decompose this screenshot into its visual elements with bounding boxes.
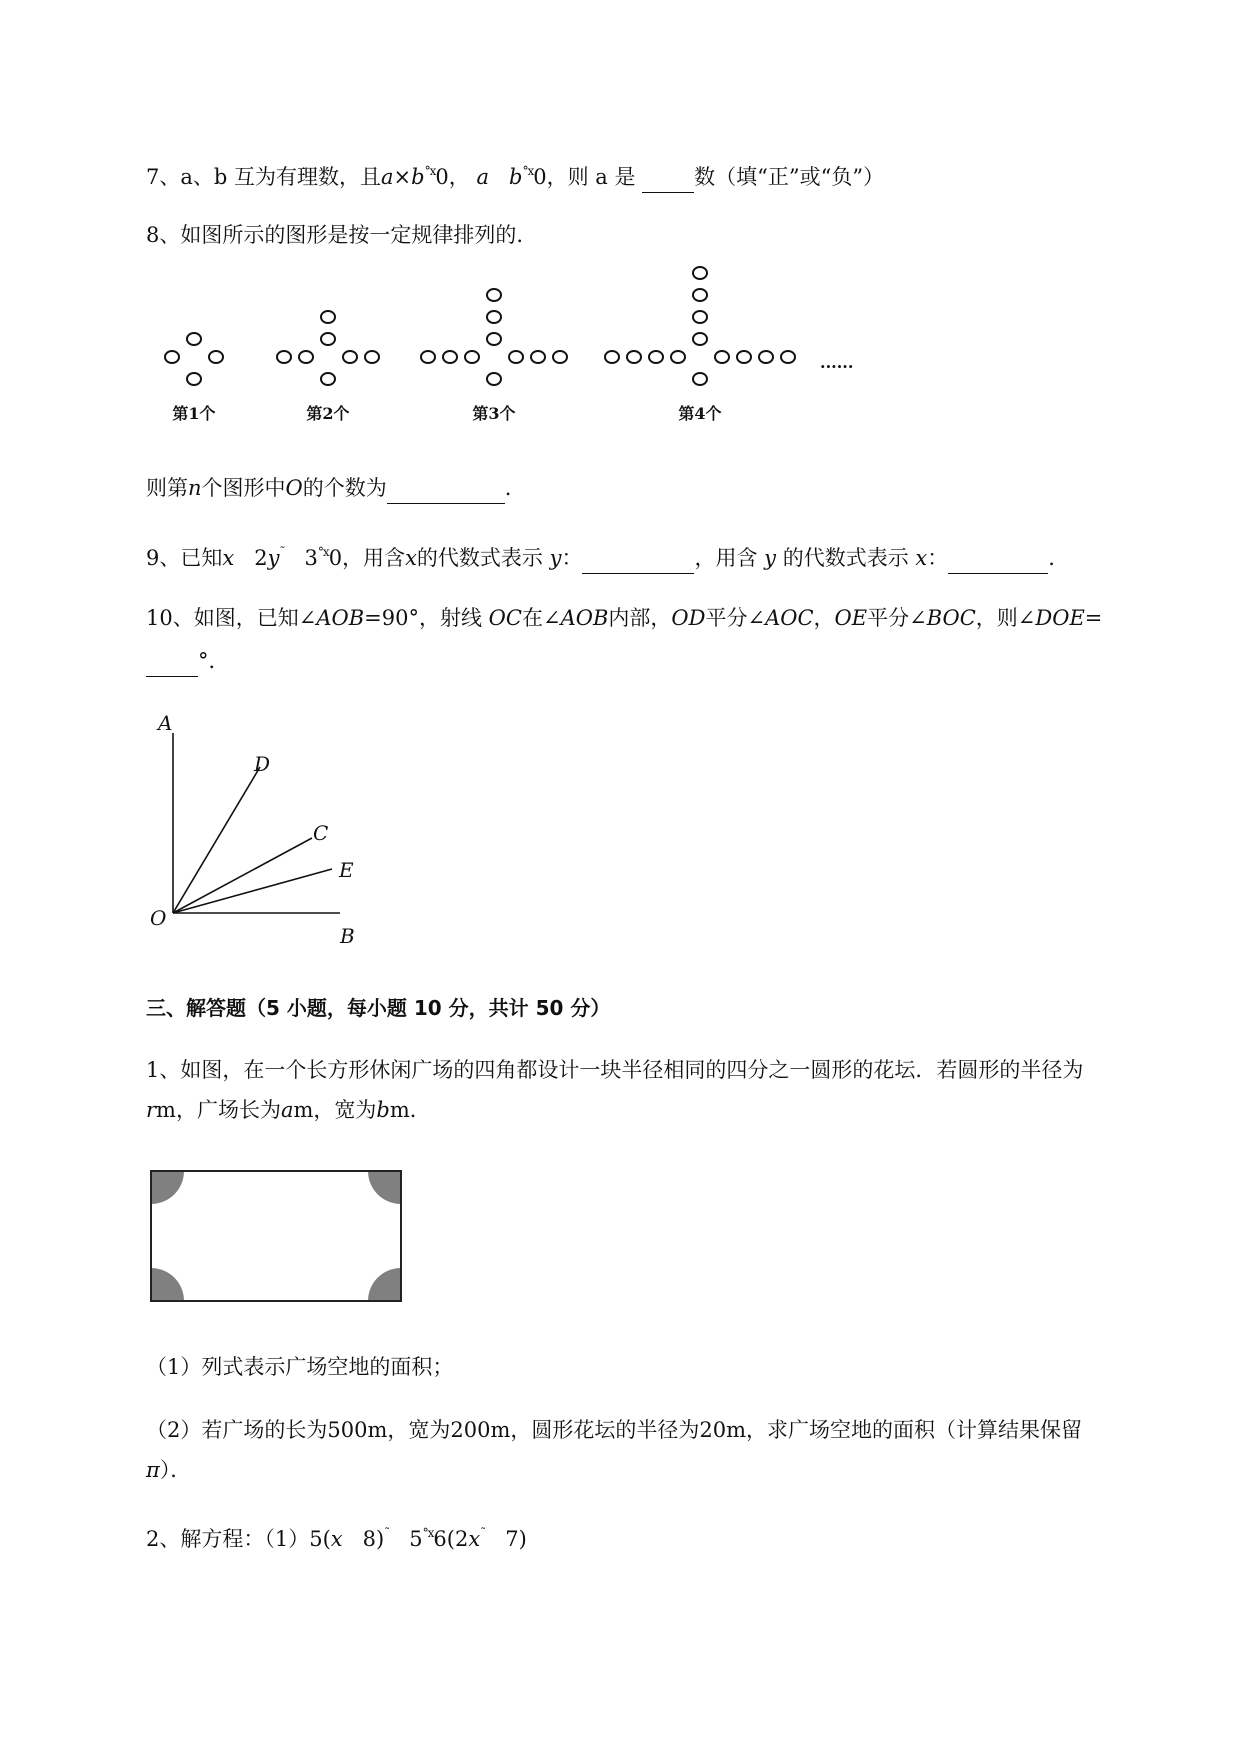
pattern-circle bbox=[509, 351, 523, 363]
pattern-circle bbox=[343, 351, 357, 363]
q10-in: 在∠ bbox=[521, 606, 561, 630]
problem-1 bbox=[146, 1055, 1083, 1085]
p1-m3: m． bbox=[389, 1098, 431, 1122]
q10-angle-diagram bbox=[140, 711, 400, 955]
q7-var-a2: a bbox=[476, 165, 489, 189]
point-c-label: C bbox=[313, 821, 329, 845]
question-9 bbox=[146, 537, 1055, 574]
pattern-label: 第4个 bbox=[678, 404, 722, 423]
pattern-circle bbox=[321, 333, 335, 345]
q7-suffix: ，则 a 是 bbox=[546, 165, 636, 189]
pattern-circle bbox=[737, 351, 751, 363]
q10-eq90: =90°，射线 bbox=[364, 606, 482, 630]
p2-tilde-2: ˜ bbox=[480, 1526, 486, 1540]
p2-expr-3: 5 bbox=[409, 1527, 423, 1551]
pattern-circle bbox=[693, 333, 707, 345]
pattern-circle bbox=[487, 373, 501, 385]
q7-comma: ， bbox=[448, 165, 470, 189]
pattern-circle bbox=[321, 311, 335, 323]
q10-inside: 内部， bbox=[608, 606, 672, 630]
q7-garbled-glyph: °x bbox=[424, 164, 436, 178]
problem-1-sub-2 bbox=[146, 1415, 1082, 1445]
q7-zero: 0 bbox=[435, 165, 449, 189]
q9-text-3: ，用含 bbox=[694, 546, 758, 570]
q10-sep: ， bbox=[813, 606, 835, 630]
p1-m1: m，广场长为 bbox=[156, 1098, 281, 1122]
q10-aoc: AOC bbox=[765, 606, 814, 630]
p2-prefix: 2、解方程：（1） bbox=[146, 1527, 310, 1551]
point-o-label: O bbox=[150, 906, 167, 930]
p2-var-x: x bbox=[330, 1527, 343, 1551]
point-b-label: B bbox=[340, 924, 355, 948]
q9-answer-blank-1 bbox=[582, 543, 694, 574]
pattern-circle bbox=[693, 373, 707, 385]
pattern-circle bbox=[671, 351, 685, 363]
problem-1-line-2 bbox=[146, 1095, 431, 1125]
q9-prefix: 9、已知 bbox=[146, 546, 223, 570]
pattern-label: 第3个 bbox=[472, 404, 516, 423]
pattern-circle bbox=[443, 351, 457, 363]
p1-pi: π bbox=[146, 1458, 160, 1482]
q9-zero: 0 bbox=[328, 546, 343, 570]
pattern-circle bbox=[465, 351, 479, 363]
q10-eq: = bbox=[1084, 606, 1103, 630]
p1-var-a: a bbox=[280, 1098, 294, 1122]
problem-1-sub-1 bbox=[146, 1352, 453, 1382]
question-7 bbox=[146, 156, 884, 193]
pattern-circle bbox=[487, 311, 501, 323]
q7-zero-2: 0 bbox=[533, 165, 547, 189]
pattern-circle bbox=[187, 333, 201, 345]
q7-var-b: b bbox=[411, 165, 425, 189]
q10-od: OD bbox=[671, 606, 706, 630]
pattern-label: 第2个 bbox=[306, 404, 350, 423]
pattern-circle bbox=[487, 333, 501, 345]
ray-oe bbox=[173, 869, 332, 913]
q10-doe: DOE bbox=[1035, 606, 1085, 630]
p2-expr-2: 8) bbox=[362, 1527, 385, 1551]
q8-answer-suffix: 的个数为 bbox=[302, 476, 387, 500]
question-8-answer bbox=[146, 473, 511, 504]
pattern-circle bbox=[759, 351, 773, 363]
q8-var-o: O bbox=[285, 476, 303, 500]
problem-1-sub-2-line-2 bbox=[146, 1455, 191, 1485]
plaza-border bbox=[151, 1171, 401, 1301]
pattern-circle bbox=[553, 351, 567, 363]
pattern-circle bbox=[715, 351, 729, 363]
q9-var-y: y bbox=[267, 546, 280, 570]
q9-answer-blank-2 bbox=[948, 543, 1048, 574]
pattern-circle bbox=[277, 351, 291, 363]
p1-var-b: b bbox=[376, 1098, 390, 1122]
ray-od bbox=[173, 767, 260, 913]
q9-var-x: x bbox=[222, 546, 235, 570]
q7-text: 7、a、b 互为有理数，且 bbox=[146, 165, 381, 189]
q7-answer-blank bbox=[642, 162, 694, 193]
p2-expr-4: 6(2 bbox=[433, 1527, 469, 1551]
q9-var-x-3: x bbox=[915, 546, 928, 570]
rectangle-plaza-figure bbox=[148, 1168, 408, 1308]
pattern-circle bbox=[209, 351, 223, 363]
q9-colon: ： bbox=[561, 546, 583, 570]
q10-oc: OC bbox=[488, 606, 522, 630]
pattern-circle bbox=[165, 351, 179, 363]
q9-var-x-2: x bbox=[405, 546, 417, 570]
p1-text: 1、如图，在一个长方形休闲广场的四角都设计一块半径相同的四分之一圆形的花坛．若圆形的半径为 bbox=[146, 1058, 1084, 1082]
q10-then: ，则∠ bbox=[975, 606, 1036, 630]
pattern-circle bbox=[321, 373, 335, 385]
q9-var-y-2: y bbox=[549, 546, 562, 570]
pattern-circle bbox=[781, 351, 795, 363]
pattern-circle bbox=[693, 289, 707, 301]
section-3-title-text: 三、解答题（5 小题，每小题 10 分，共计 50 分） bbox=[146, 996, 611, 1020]
q9-text-2: 的代数式表示 bbox=[416, 546, 543, 570]
p2-expr-5: 7) bbox=[505, 1527, 527, 1551]
pattern-circle bbox=[531, 351, 545, 363]
q9-garbled-glyph: °x bbox=[317, 545, 329, 559]
question-10 bbox=[146, 603, 1102, 633]
q8-text: 8、如图所示的图形是按一定规律排列的. bbox=[146, 223, 524, 247]
pattern-circle bbox=[605, 351, 619, 363]
pattern-circle bbox=[187, 373, 201, 385]
pattern-circle bbox=[487, 289, 501, 301]
q10-oe: OE bbox=[834, 606, 868, 630]
q7-times: × bbox=[393, 165, 412, 189]
question-8 bbox=[146, 220, 523, 250]
p1-sub2-text: （2）若广场的长为500m，宽为200m，圆形花坛的半径为20m，求广场空地的面积（计算结果保留 bbox=[146, 1418, 1082, 1442]
point-d-label: D bbox=[254, 752, 271, 776]
p1-sub1-text: （1）列式表示广场空地的面积； bbox=[146, 1355, 454, 1379]
q9-colon-2: ： bbox=[927, 546, 949, 570]
pattern-circle bbox=[365, 351, 379, 363]
p2-expr-1: 5( bbox=[309, 1527, 331, 1551]
q9-text-1: ，用含 bbox=[342, 546, 406, 570]
q10-suffix: °． bbox=[198, 649, 230, 673]
q10-aob-2: AOB bbox=[560, 606, 609, 630]
q10-answer-blank bbox=[146, 646, 198, 677]
point-e-label: E bbox=[339, 858, 354, 882]
q9-var-y-3: y bbox=[764, 546, 777, 570]
q8-end: . bbox=[504, 476, 512, 500]
pattern-circle bbox=[693, 267, 707, 279]
q8-answer-prefix: 则第 bbox=[146, 476, 188, 500]
q10-aob: AOB bbox=[316, 606, 365, 630]
q9-text-4: 的代数式表示 bbox=[782, 546, 909, 570]
q7-var-b2: b bbox=[509, 165, 523, 189]
q10-prefix: 10、如图，已知∠ bbox=[146, 606, 317, 630]
q10-bisect-2: 平分∠ bbox=[867, 606, 927, 630]
section-3-title bbox=[146, 993, 610, 1023]
pattern-circle bbox=[299, 351, 313, 363]
q9-three: 3 bbox=[304, 546, 318, 570]
q7-garbled-glyph-2: °x bbox=[522, 164, 534, 178]
q8-pattern-figure bbox=[0, 285, 1241, 445]
q7-suffix-2: 数（填“正”或“负”） bbox=[694, 165, 885, 189]
q10-bisect-1: 平分∠ bbox=[705, 606, 766, 630]
p1-var-r: r bbox=[146, 1098, 157, 1122]
ray-oc bbox=[173, 838, 312, 913]
q8-ellipsis: ······ bbox=[820, 357, 854, 376]
pattern-circle bbox=[421, 351, 435, 363]
q7-var-a: a bbox=[381, 165, 394, 189]
p1-sub2-end: ）． bbox=[159, 1458, 192, 1482]
pattern-circle bbox=[627, 351, 641, 363]
q8-var-n: n bbox=[188, 476, 202, 500]
q9-end: . bbox=[1048, 546, 1055, 570]
pattern-label: 第1个 bbox=[172, 404, 216, 423]
p2-garbled-glyph: °x bbox=[422, 1526, 434, 1540]
q8-answer-mid: 个图形中 bbox=[201, 476, 286, 500]
problem-2 bbox=[146, 1518, 527, 1554]
p1-m2: m，宽为 bbox=[293, 1098, 377, 1122]
p2-tilde: ˜ bbox=[384, 1526, 390, 1540]
pattern-circle bbox=[649, 351, 663, 363]
point-a-label: A bbox=[158, 711, 173, 735]
p2-var-x-2: x bbox=[468, 1527, 481, 1551]
question-10-line-2 bbox=[146, 646, 230, 677]
q8-answer-blank bbox=[387, 473, 505, 504]
q9-tilde: ˜ bbox=[279, 545, 285, 559]
q9-coef: 2 bbox=[254, 546, 268, 570]
pattern-circle bbox=[693, 311, 707, 323]
q10-boc: BOC bbox=[926, 606, 976, 630]
